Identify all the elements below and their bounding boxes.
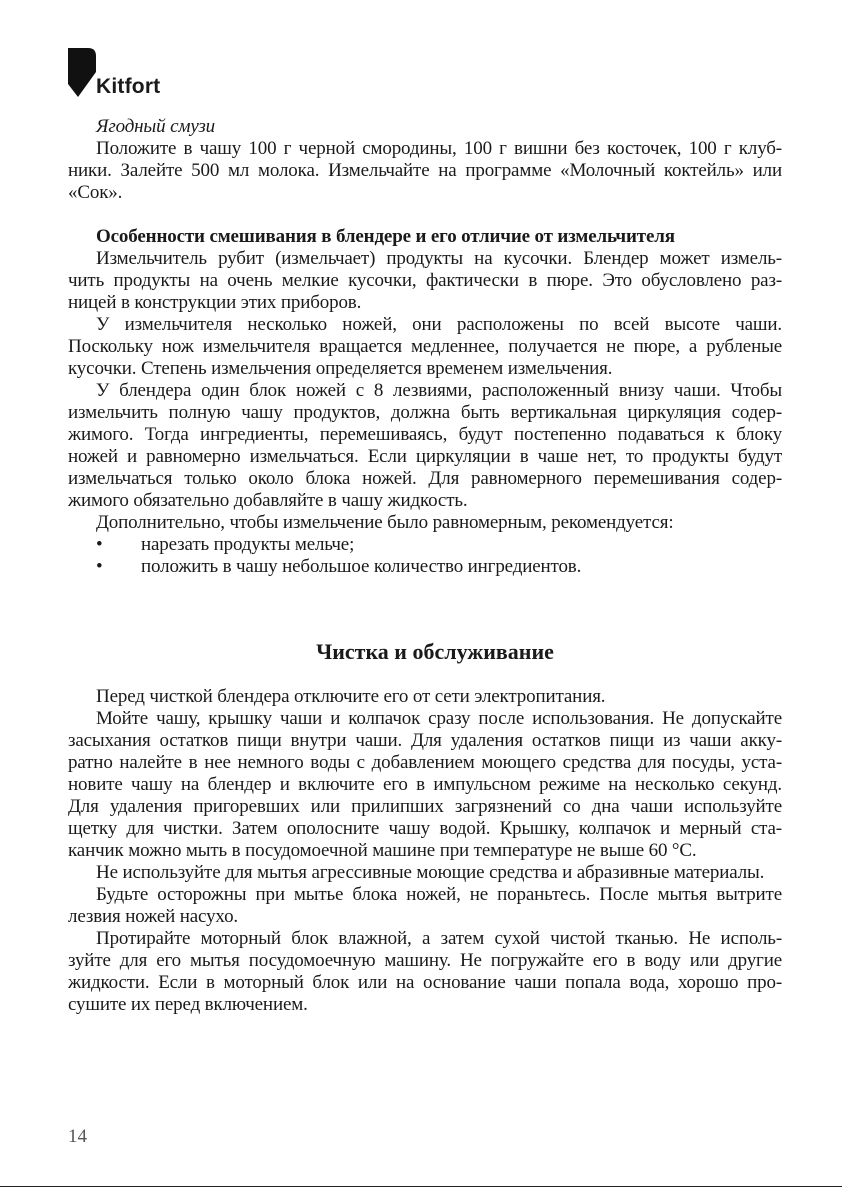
text-line: У измельчителя несколько ножей, они расположены по всей высоте чаши.	[96, 314, 782, 335]
text-line: сушите их перед включением.	[68, 994, 308, 1015]
paragraph	[68, 708, 782, 862]
section-heading: Чистка и обслуживание	[316, 639, 554, 664]
text-line: щетку для чистки. Затем ополосните чашу водой. Крышку, колпачок и мерный ста-	[68, 818, 782, 839]
bullet-list	[68, 534, 782, 578]
text-line: новите чашу на блендер и включите его в импульсном режиме на несколько секунд.	[68, 774, 782, 795]
text-line: чить продукты на очень мелкие кусочки, фактически в пюре. Это обусловлено раз-	[68, 270, 782, 291]
brand-name: Kitfort	[96, 75, 161, 98]
text-line: засыхания остатков пищи внутри чаши. Для удаления остатков пищи из чаши акку-	[68, 730, 782, 751]
text-line: ницей в конструкции этих приборов.	[68, 292, 362, 313]
text-line: Не используйте для мытья агрессивные моющие средства и абразивные материалы.	[96, 862, 765, 883]
text-line: Перед чисткой блендера отключите его от сети электропитания.	[96, 686, 606, 707]
text-line: Положите в чашу 100 г черной смородины, 100 г вишни без косточек, 100 г клуб-	[96, 138, 782, 159]
paragraph	[68, 862, 782, 884]
text-line: Дополнительно, чтобы измельчение было равномерным, рекомендуется:	[96, 512, 674, 533]
recipe-title: Ягодный смузи	[96, 116, 216, 137]
brand-logo	[66, 46, 176, 102]
paragraph	[68, 380, 782, 512]
text-line: Мойте чашу, крышку чаши и колпачок сразу после использования. Не допускайте	[96, 708, 782, 729]
text-line: Измельчитель рубит (измельчает) продукты на кусочки. Блендер может измель-	[96, 248, 782, 269]
bullet-icon: •	[96, 534, 103, 555]
text-line: У блендера один блок ножей с 8 лезвиями, расположенный внизу чаши. Чтобы	[96, 380, 782, 401]
paragraph	[68, 512, 782, 534]
kitfort-mark-icon	[66, 46, 98, 100]
paragraph	[68, 686, 782, 708]
paragraph	[68, 928, 782, 1016]
text-line: жимого. Тогда ингредиенты, перемешиваясь, будут постепенно подаваться к блоку	[68, 424, 782, 445]
list-item-text: положить в чашу небольшое количество ингредиентов.	[141, 556, 582, 577]
paragraph	[68, 884, 782, 928]
section-subtitle: Особенности смешивания в блендере и его отличие от измельчителя	[96, 226, 675, 247]
text-line: зуйте для его мытья посудомоечную машину. Не погружайте его в воду или другие	[68, 950, 782, 971]
text-line: Поскольку нож измельчителя вращается медленнее, получается не пюре, а рубленые	[68, 336, 782, 357]
text-line: ники. Залейте 500 мл молока. Измельчайте на программе «Молочный коктейль» или	[68, 160, 782, 181]
page-number: 14	[68, 1126, 87, 1147]
paragraph	[68, 138, 782, 204]
text-line: «Сок».	[68, 182, 123, 203]
text-line: ратно налейте в нее немного воды с добавлением моющего средства для посуды, уста-	[68, 752, 782, 773]
blending-section	[68, 116, 782, 578]
page-edge-rule	[0, 1186, 842, 1187]
paragraph	[68, 314, 782, 380]
text-line: кусочки. Степень измельчения определяется временем измельчения.	[68, 358, 613, 379]
text-line: измельчить полную чашу продуктов, должна быть вертикальная циркуляция содер-	[68, 402, 782, 423]
list-item	[68, 534, 782, 556]
text-line: канчик можно мыть в посудомоечной машине при температуре не выше 60 °С.	[68, 840, 697, 861]
text-line: жимого обязательно добавляйте в чашу жидкость.	[68, 490, 468, 511]
list-item	[68, 556, 782, 578]
text-line: жидкости. Если в моторный блок или на основание чаши попала вода, хорошо про-	[68, 972, 782, 993]
text-line: Для удаления пригоревших или прилипших загрязнений со дна чаши используйте	[68, 796, 782, 817]
text-line: Протирайте моторный блок влажной, а затем сухой чистой тканью. Не исполь-	[96, 928, 782, 949]
text-line: измельчаться только около блока ножей. Для равномерного перемешивания содер-	[68, 468, 782, 489]
cleaning-section	[68, 686, 782, 1016]
list-item-text: нарезать продукты мельче;	[141, 534, 355, 555]
text-line: лезвия ножей насухо.	[68, 906, 239, 927]
text-line: Будьте осторожны при мытье блока ножей, не пораньтесь. После мытья вытрите	[96, 884, 782, 905]
bullet-icon: •	[96, 556, 103, 577]
text-line: ножей и равномерно измельчаться. Если циркуляции в чаше нет, то продукты будут	[68, 446, 782, 467]
paragraph	[68, 248, 782, 314]
